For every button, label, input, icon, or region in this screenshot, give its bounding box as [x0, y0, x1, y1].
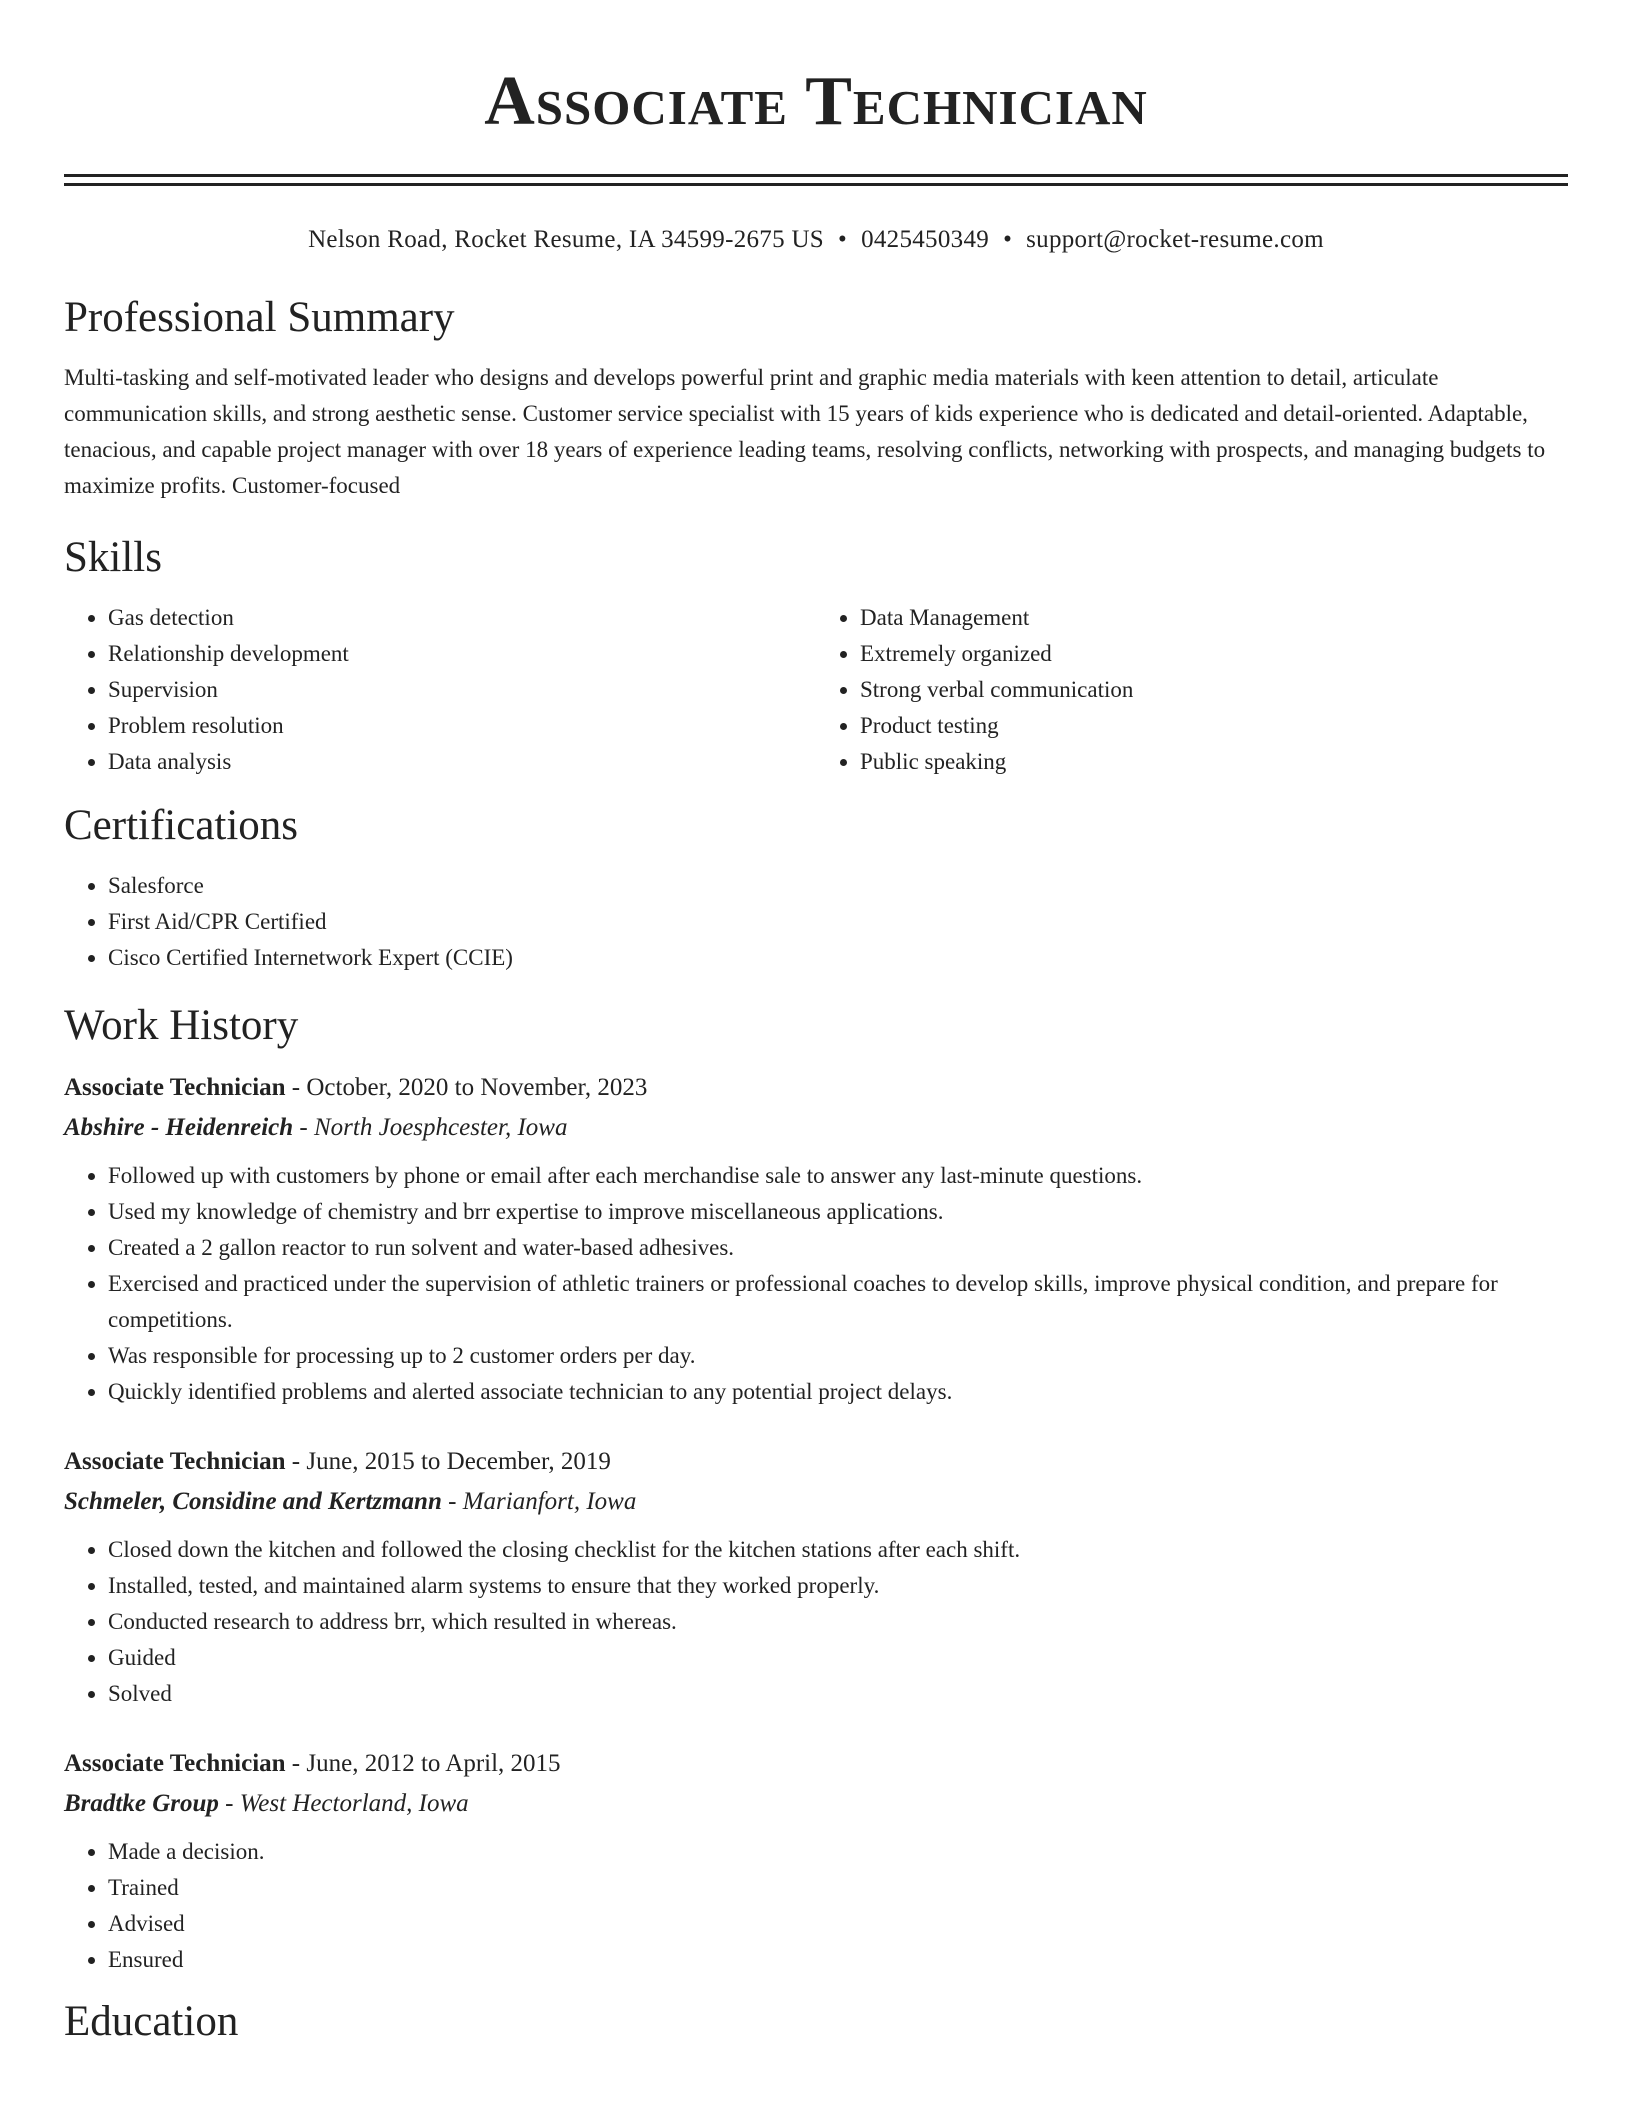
job-bullet: • Installed, tested, and maintained alarm systems to ensure that they worked properly. [108, 1568, 1568, 1604]
job-bullet: • Ensured [108, 1942, 1568, 1978]
job-location: - North Joesphcester, Iowa [299, 1114, 568, 1141]
job-bullet: • Guided [108, 1640, 1568, 1676]
job-dates: - October, 2020 to November, 2023 [291, 1074, 648, 1101]
job-title-line [64, 1068, 1568, 1108]
job-entry [64, 1068, 1568, 1410]
certification-item: • Salesforce [108, 868, 1568, 904]
job-dates: - June, 2015 to December, 2019 [291, 1448, 611, 1475]
job-entry [64, 1442, 1568, 1712]
job-company: Abshire - Heidenreich [64, 1114, 294, 1141]
job-bullet: • Was responsible for processing up to 2 customer orders per day. [108, 1338, 1568, 1374]
job-title-line [64, 1744, 1568, 1784]
job-title: Associate Technician [64, 1448, 286, 1475]
job-location: - West Hectorland, Iowa [225, 1790, 469, 1817]
skill-item: • Data Management [860, 600, 1568, 636]
skill-item: • Strong verbal communication [860, 672, 1568, 708]
skill-item: • Public speaking [860, 744, 1568, 780]
skill-item: • Supervision [108, 672, 816, 708]
education-heading: Education [64, 1998, 239, 2045]
summary-section [64, 290, 1568, 504]
job-bullet: • Solved [108, 1676, 1568, 1712]
job-bullet: • Advised [108, 1906, 1568, 1942]
job-bullet: • Quickly identified problems and alerted associate technician to any potential project delays. [108, 1374, 1568, 1410]
header-rule-bottom [64, 183, 1568, 186]
skill-item: • Relationship development [108, 636, 816, 672]
skills-list-left [64, 600, 816, 780]
summary-heading: Professional Summary [64, 294, 455, 341]
job-bullet: • Used my knowledge of chemistry and brr expertise to improve miscellaneous applications. [108, 1194, 1568, 1230]
job-bullet: • Trained [108, 1870, 1568, 1906]
certification-item: • First Aid/CPR Certified [108, 904, 1568, 940]
job-bullet: • Created a 2 gallon reactor to run solvent and water-based adhesives. [108, 1230, 1568, 1266]
job-company: Schmeler, Considine and Kertzmann [64, 1488, 442, 1515]
skills-columns [64, 600, 1568, 780]
work-history-heading: Work History [64, 1002, 299, 1049]
contact-phone: 0425450349 [861, 226, 990, 253]
job-bullets [64, 1834, 1568, 1978]
certifications-list [64, 868, 1568, 976]
skills-list-right [816, 600, 1568, 780]
job-company-line [64, 1108, 1568, 1148]
job-dates: - June, 2012 to April, 2015 [291, 1750, 561, 1777]
skills-section [64, 530, 1568, 780]
education-section [64, 1994, 1568, 2050]
job-title: Associate Technician [64, 1750, 286, 1777]
contact-line [64, 222, 1568, 258]
resume-name: Associate Technician [484, 63, 1148, 140]
job-bullets [64, 1532, 1568, 1712]
contact-email: support@rocket-resume.com [1026, 226, 1324, 253]
job-company-line [64, 1482, 1568, 1522]
contact-separator: • [1003, 226, 1013, 253]
job-bullet: • Conducted research to address brr, which resulted in whereas. [108, 1604, 1568, 1640]
work-history-section [64, 998, 1568, 1978]
job-bullet: • Followed up with customers by phone or email after each merchandise sale to answer any last-minute questions. [108, 1158, 1568, 1194]
certification-item: • Cisco Certified Internetwork Expert (CCIE) [108, 940, 1568, 976]
job-entry [64, 1744, 1568, 1978]
contact-separator: • [838, 226, 848, 253]
skill-item: • Data analysis [108, 744, 816, 780]
job-company: Bradtke Group [64, 1790, 219, 1817]
job-bullet: • Made a decision. [108, 1834, 1568, 1870]
job-bullet: • Closed down the kitchen and followed the closing checklist for the kitchen stations after each shift. [108, 1532, 1568, 1568]
job-title-line [64, 1442, 1568, 1482]
job-bullets [64, 1158, 1568, 1410]
resume-page [64, 0, 1568, 2050]
skill-item: • Extremely organized [860, 636, 1568, 672]
job-company-line [64, 1784, 1568, 1824]
job-location: - Marianfort, Iowa [448, 1488, 637, 1515]
skill-item: • Product testing [860, 708, 1568, 744]
contact-address: Nelson Road, Rocket Resume, IA 34599-2675 US [308, 226, 824, 253]
certifications-heading: Certifications [64, 802, 299, 849]
certifications-section [64, 798, 1568, 976]
skills-heading: Skills [64, 534, 162, 581]
job-bullet: • Exercised and practiced under the supervision of athletic trainers or professional coaches to develop skills, improve physical condition, and prepare for competitions. [108, 1266, 1568, 1338]
skill-item: • Gas detection [108, 600, 816, 636]
header-rule-top [64, 174, 1568, 177]
summary-text: Multi-tasking and self-motivated leader who designs and develops powerful print and graphic media materials with keen attention to detail, articulate communication skills, and strong aesthetic sense. Customer service specialist with 15 years of kids experience who is dedicated and detail-oriented. Adaptable, tenacious, and capable project manager with over 18 years of experience leading teams, resolving conflicts, networking with prospects, and managing budgets to maximize profits. Customer-focused [64, 365, 1546, 498]
skill-item: • Problem resolution [108, 708, 816, 744]
job-title: Associate Technician [64, 1074, 286, 1101]
